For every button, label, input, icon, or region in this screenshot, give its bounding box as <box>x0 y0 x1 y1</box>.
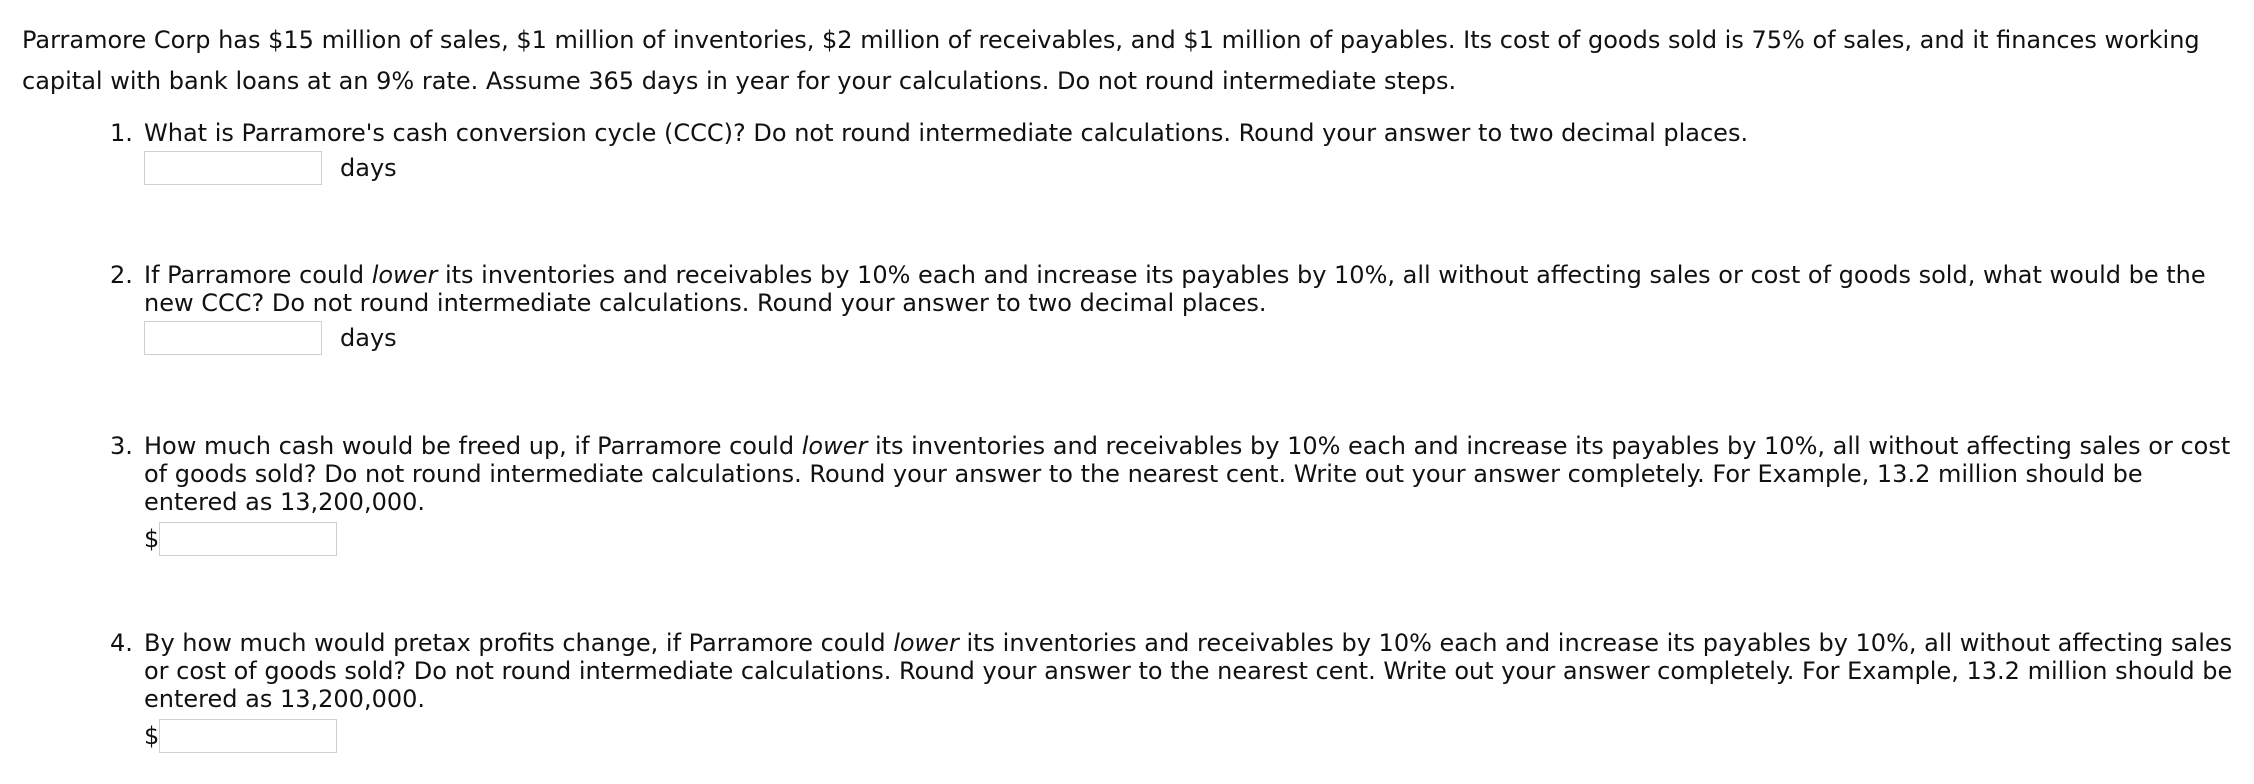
question-4 <box>110 629 2235 755</box>
unit-label: days <box>340 324 397 352</box>
answer-row <box>144 149 2235 187</box>
cash-freed-answer-input[interactable] <box>159 522 337 556</box>
ccc-answer-input[interactable] <box>144 151 322 185</box>
question-number: 2. <box>110 261 133 289</box>
pretax-profit-answer-input[interactable] <box>159 719 337 753</box>
answer-row <box>144 319 2235 357</box>
question-2 <box>110 261 2235 357</box>
question-number: 4. <box>110 629 133 657</box>
unit-label: days <box>340 154 397 182</box>
currency-label: $ <box>144 722 160 750</box>
question-1 <box>110 119 2235 187</box>
question-text: What is Parramore's cash conversion cycle (CCC)? Do not round intermediate calculations. Round your answer to two decimal places. <box>144 119 1749 147</box>
emphasis-text: lower <box>801 432 868 460</box>
new-ccc-answer-input[interactable] <box>144 321 322 355</box>
question-3 <box>110 432 2235 558</box>
question-text: If Parramore could lower its inventories and receivables by 10% each and increase its payables by 10%, all without affecting sales or cost of goods sold, what would be the new CCC? Do not round intermediate calculations. Round your answer to two decimal places. <box>144 261 2206 317</box>
currency-label: $ <box>144 525 160 553</box>
emphasis-text: lower <box>371 261 438 289</box>
question-text: By how much would pretax profits change, if Parramore could lower its inventories and receivables by 10% each and increase its payables by 10%, all without affecting sales or cost of goods sold? Do not round intermediate calculations. Round your answer to the nearest cent. Write out your answer completely. For Example, 13.2 million should be entered as 13,200,000. <box>144 629 2233 713</box>
answer-row <box>144 520 2235 558</box>
emphasis-text: lower <box>893 629 959 657</box>
question-number: 3. <box>110 432 133 460</box>
answer-row <box>144 717 2235 755</box>
question-text: How much cash would be freed up, if Parramore could lower its inventories and receivables by 10% each and increase its payables by 10%, all without affecting sales or cost of goods sold? Do not round intermediate calculations. Round your answer to the nearest cent. Write out your answer completely. For Example, 13.2 million should be entered as 13,200,000. <box>144 432 2231 516</box>
problem-intro: Parramore Corp has $15 million of sales, $1 million of inventories, $2 million of receivables, and $1 million of payables. Its cost of goods sold is 75% of sales, and it finances working capital with bank loans at an 9% rate. Assume 365 days in year for your calculations. Do not round intermediate steps. <box>22 26 2200 95</box>
question-number: 1. <box>110 119 133 147</box>
